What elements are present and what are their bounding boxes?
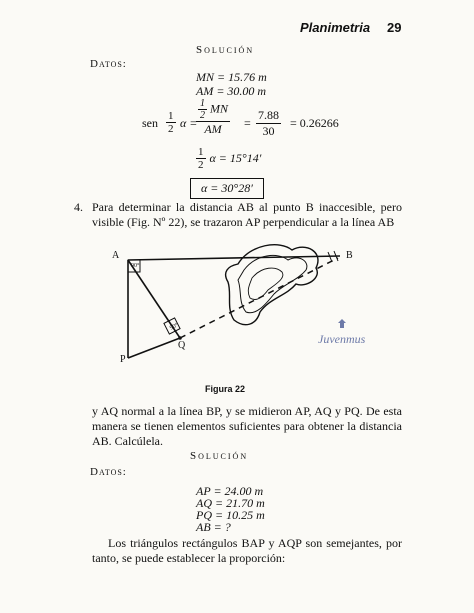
watermark-text: Juvenmus — [318, 332, 366, 346]
problem-continuation: y AQ normal a la línea BP, y se midieron AP, AQ y PQ. De esta manera se tienen elementos suficientes para obtener la distancia AB. Calcúlela. — [92, 404, 402, 448]
half-alpha-result: $\frac{1}{2}$ α = 15°14′ — [198, 146, 262, 171]
right-angle-label-q: 90° — [169, 322, 180, 332]
given-mn: MN = 15.76 m — [196, 70, 267, 84]
right-angle-label-a: 90° — [131, 263, 140, 269]
given-pq: PQ = 10.25 m — [196, 508, 265, 522]
problem-number: 4. — [74, 200, 83, 214]
closing-paragraph: Los triángulos rectángulos BAP y AQP son semejantes, por tanto, se puede establecer la proporción: — [92, 536, 402, 565]
running-header-title: Planimetria — [300, 20, 371, 35]
given-aq: AQ = 21.70 m — [196, 496, 265, 510]
line-qb-dashed — [180, 258, 338, 338]
page-number: 29 — [387, 20, 402, 35]
label-a: A — [112, 250, 120, 261]
given-am: AM = 30.00 m — [196, 84, 267, 98]
half-fraction: $\frac{1}{2}$ — [168, 110, 174, 135]
alpha-result-box: α = 30°28′ — [190, 178, 264, 199]
figure-caption: Figura 22 — [205, 384, 246, 394]
label-p: P — [120, 354, 126, 365]
solution-heading-2: Solución — [190, 450, 249, 462]
value-fraction: $\frac{7.88}{30}$ — [258, 108, 279, 138]
given-ap: AP = 24.00 m — [196, 484, 264, 498]
line-pq — [128, 338, 180, 358]
mn-over-am-fraction: $\frac{1}{2}$ MN AM — [196, 98, 230, 137]
line-ab — [128, 256, 340, 260]
figure-22-diagram — [110, 238, 380, 378]
datos-label: Datos: — [90, 58, 127, 70]
problem-statement: Para determinar la distancia AB al punto B inaccesible, pero visible (Fig. Nº 22), se trazaron AP perpendicular a la línea AB — [92, 200, 402, 229]
label-q: Q — [178, 340, 186, 351]
solution-heading: Solución — [196, 44, 255, 56]
datos-label-2: Datos: — [90, 466, 127, 478]
unknown-ab: AB = ? — [196, 520, 231, 534]
watermark-logo-icon — [336, 318, 348, 330]
sine-equation: sen $\frac{1}{2}$ α = $\frac{1}{2}$ MN AM = $\frac{7.88}{30}$ = 0.26266 — [142, 98, 339, 138]
label-b: B — [346, 250, 353, 261]
